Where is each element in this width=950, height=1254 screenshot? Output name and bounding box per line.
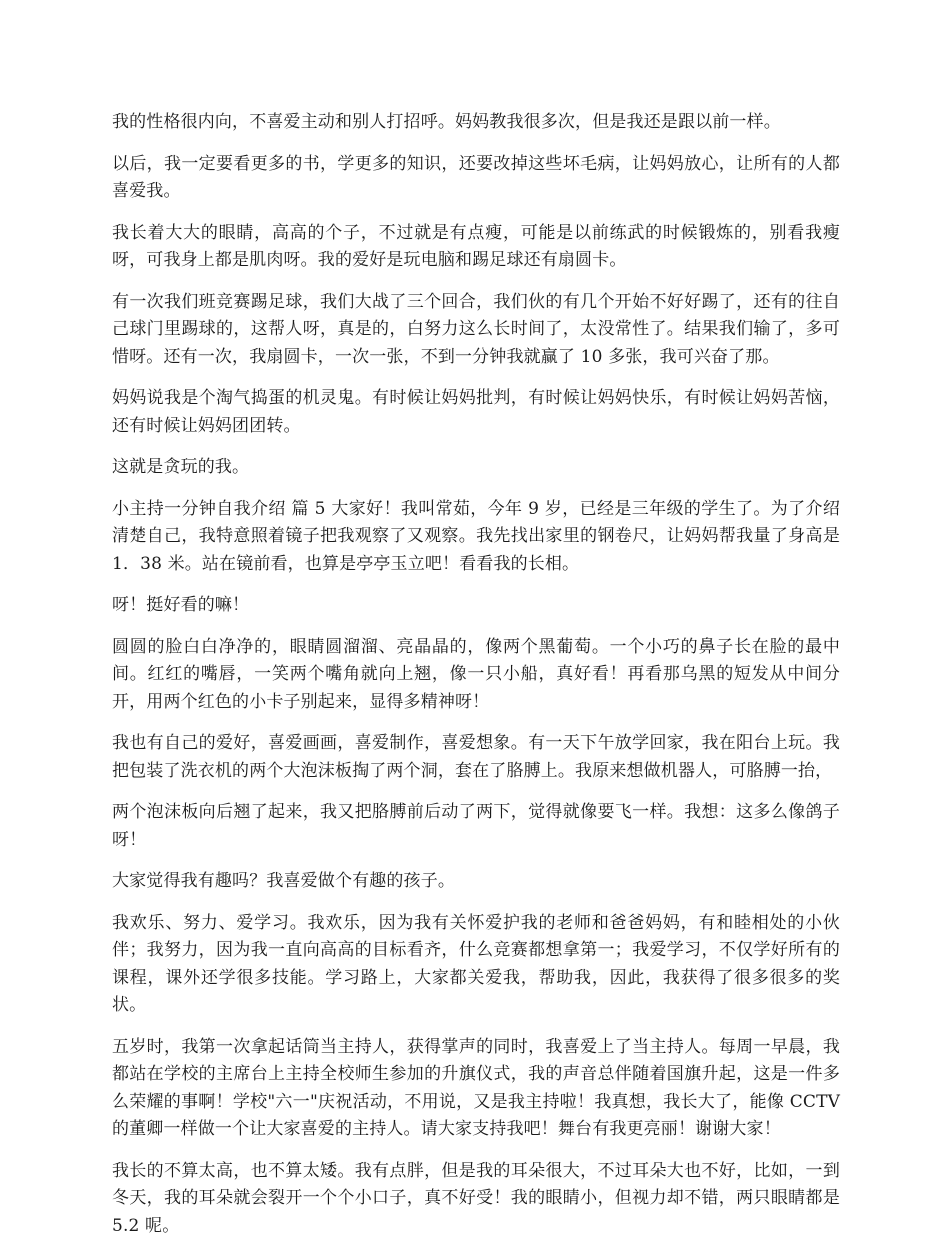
paragraph-10: 我也有自己的爱好，喜爱画画，喜爱制作，喜爱想象。有一天下午放学回家，我在阳台上玩。我把包装了洗衣机的两个大泡沫板掏了两个洞，套在了胳膊上。我原来想做机器人，可胳膊一抬，	[112, 733, 840, 781]
paragraph-2: 以后，我一定要看更多的书，学更多的知识，还要改掉这些坏毛病，让妈妈放心，让所有的人都喜爱我。	[112, 153, 840, 201]
paragraph-7: 小主持一分钟自我介绍 篇 5 大家好！我叫常茹，今年 9 岁，已经是三年级的学生了。为了介绍清楚自己，我特意照着镜子把我观察了又观察。我先找出家里的钢卷尺，让妈妈帮我量了身高是 1．38 米。站在镜前看，也算是亭亭玉立吧！看看我的长相。	[112, 498, 840, 574]
paragraph-13: 我欢乐、努力、爱学习。我欢乐，因为我有关怀爱护我的老师和爸爸妈妈，有和睦相处的小伙伴；我努力，因为我一直向高高的目标看齐，什么竞赛都想拿第一；我爱学习，不仅学好所有的课程，课外还学很多技能。学习路上，大家都关爱我，帮助我，因此，我获得了很多很多的奖状。	[112, 912, 840, 1015]
paragraph-4: 有一次我们班竞赛踢足球，我们大战了三个回合，我们伙的有几个开始不好好踢了，还有的往自己球门里踢球的，这帮人呀，真是的，白努力这么长时间了，太没常性了。结果我们输了，多可惜呀。还有一次，我扇圆卡，一次一张，不到一分钟我就赢了 10 多张，我可兴奋了那。	[112, 291, 840, 367]
paragraph-12: 大家觉得我有趣吗？我喜爱做个有趣的孩子。	[112, 871, 455, 891]
paragraph-11: 两个泡沫板向后翘了起来，我又把胳膊前后动了两下，觉得就像要飞一样。我想：这多么像鸽子呀！	[112, 802, 840, 850]
paragraph-8: 呀！挺好看的嘛！	[112, 595, 250, 615]
paragraph-1: 我的性格很内向，不喜爱主动和别人打招呼。妈妈教我很多次，但是我还是跟以前一样。	[112, 112, 781, 132]
paragraph-15: 我长的不算太高，也不算太矮。我有点胖，但是我的耳朵很大，不过耳朵大也不好，比如，一到冬天，我的耳朵就会裂开一个个小口子，真不好受！我的眼睛小，但视力却不错，两只眼睛都是 5.2 呢。	[112, 1160, 840, 1236]
paragraph-3: 我长着大大的眼睛，高高的个子，不过就是有点瘦，可能是以前练武的时候锻炼的，别看我瘦呀，可我身上都是肌肉呀。我的爱好是玩电脑和踢足球还有扇圆卡。	[112, 222, 840, 270]
document-body	[112, 109, 840, 1254]
paragraph-9: 圆圆的脸白白净净的，眼睛圆溜溜、亮晶晶的，像两个黑葡萄。一个小巧的鼻子长在脸的最中间。红红的嘴唇，一笑两个嘴角就向上翘，像一只小船，真好看！再看那乌黑的短发从中间分开，用两个红色的小卡子别起来，显得多精神呀！	[112, 636, 840, 712]
paragraph-6: 这就是贪玩的我。	[112, 457, 250, 477]
paragraph-14: 五岁时，我第一次拿起话筒当主持人，获得掌声的同时，我喜爱上了当主持人。每周一早晨，我都站在学校的主席台上主持全校师生参加的升旗仪式，我的声音总伴随着国旗升起，这是一件多么荣耀的事啊！学校"六一"庆祝活动，不用说，又是我主持啦！我真想，我长大了，能像 CCTV 的董卿一样做一个让大家喜爱的主持人。请大家支持我吧！舞台有我更亮丽！谢谢大家！	[112, 1036, 840, 1139]
paragraph-5: 妈妈说我是个淘气捣蛋的机灵鬼。有时候让妈妈批判，有时候让妈妈快乐，有时候让妈妈苦恼，还有时候让妈妈团团转。	[112, 388, 840, 436]
